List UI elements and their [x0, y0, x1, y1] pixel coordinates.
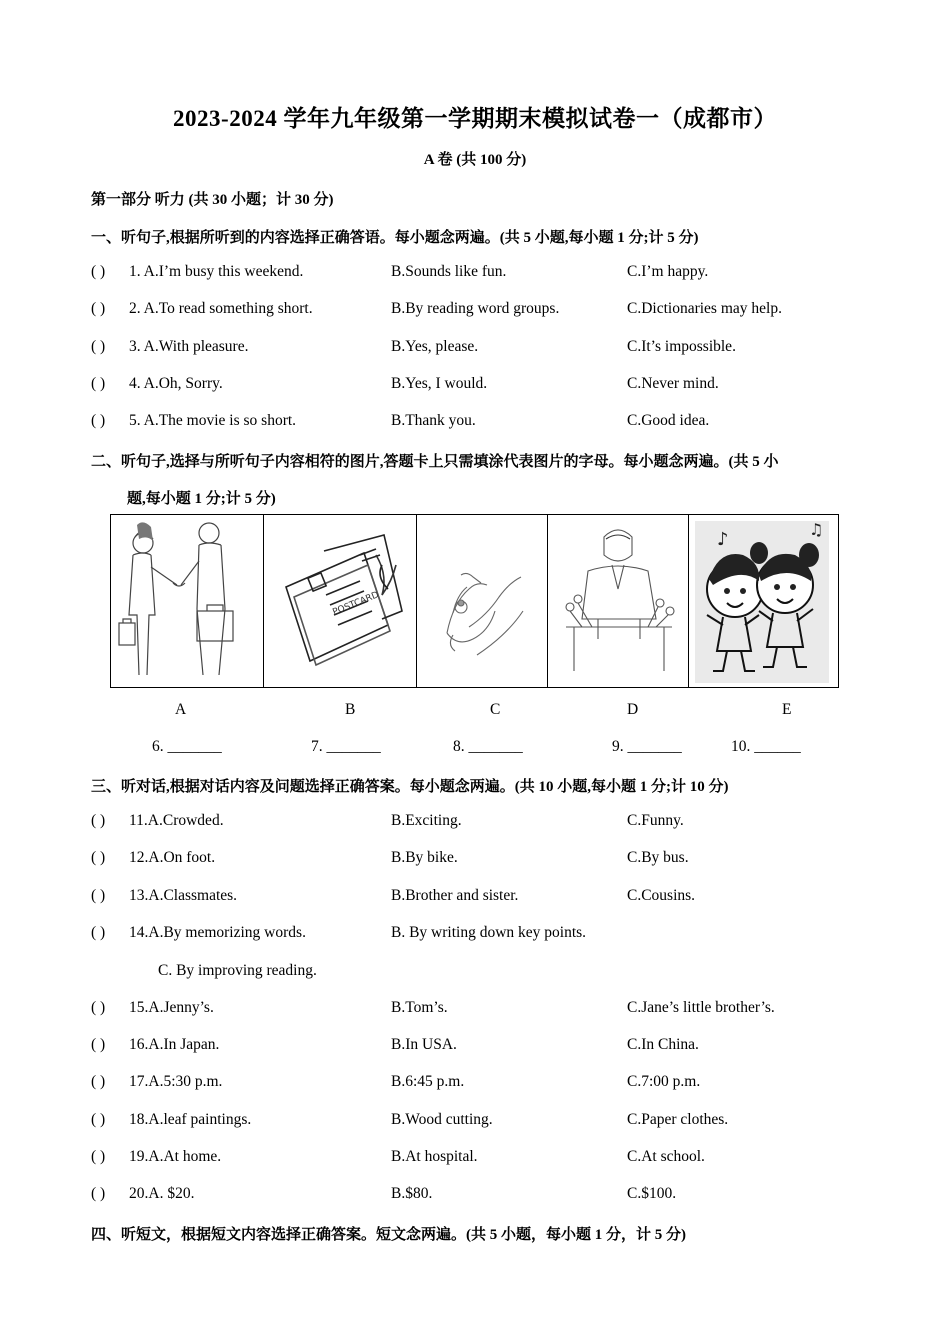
option-b: B.Wood cutting.: [391, 1111, 493, 1128]
option-b: B.Sounds like fun.: [391, 263, 507, 280]
handshake-icon: [111, 515, 263, 687]
picture-label: C: [490, 701, 501, 718]
question-stem: 11.A.Crowded.: [129, 812, 224, 829]
picture-label: D: [627, 701, 639, 718]
option-c: C.In China.: [627, 1036, 699, 1053]
option-c: C.Paper clothes.: [627, 1111, 729, 1128]
question-stem: 13.A.Classmates.: [129, 887, 238, 904]
question-stem: 2. A.To read something short.: [129, 300, 313, 317]
section2-heading: 二、听句子,选择与所听句子内容相符的图片,答题卡上只需填涂代表图片的字母。每小题念两遍。(共 5 小: [91, 454, 779, 470]
question-stem: 15.A.Jenny’s.: [129, 999, 214, 1016]
picture-cell-b: [264, 515, 418, 687]
answer-paren: ( ): [91, 375, 106, 392]
option-c: C.Good idea.: [627, 412, 710, 429]
question-stem: 1. A.I’m busy this weekend.: [129, 263, 304, 280]
option-b: B.Tom’s.: [391, 999, 448, 1016]
option-b: B.Exciting.: [391, 812, 462, 829]
postcards-icon: [264, 515, 417, 687]
answer-paren: ( ): [91, 999, 106, 1016]
answer-paren: ( ): [91, 338, 106, 355]
option-c: C.Jane’s little brother’s.: [627, 999, 775, 1016]
question-stem: 18.A.leaf paintings.: [129, 1111, 252, 1128]
svg-text:♪: ♪: [717, 529, 729, 550]
section4-heading: 四、听短文，根据短文内容选择正确答案。短文念两遍。(共 5 小题，每小题 1 分，计 5 分): [91, 1227, 686, 1243]
option-c: C. By improving reading.: [158, 962, 317, 979]
picture-cell-e: [689, 515, 838, 687]
option-c: C.7:00 p.m.: [627, 1073, 701, 1090]
option-c: C.Dictionaries may help.: [627, 300, 782, 317]
option-b: B.By bike.: [391, 849, 458, 866]
option-c: C.$100.: [627, 1185, 677, 1202]
page-title: 2023-2024 学年九年级第一学期期末模拟试卷一（成都市）: [173, 106, 777, 131]
option-c: C.Funny.: [627, 812, 684, 829]
singing-children-icon: [689, 515, 837, 687]
question-stem: 12.A.On foot.: [129, 849, 216, 866]
answer-blank: 6. _______: [152, 738, 222, 755]
option-c: C.Cousins.: [627, 887, 696, 904]
answer-blank: 7. _______: [311, 738, 381, 755]
option-b: B.Yes, please.: [391, 338, 479, 355]
answer-paren: ( ): [91, 1036, 106, 1053]
answer-paren: ( ): [91, 1073, 106, 1090]
page-subtitle: A 卷 (共 100 分): [423, 152, 527, 168]
answer-paren: ( ): [91, 812, 106, 829]
svg-text:POSTCARD: POSTCARD: [330, 590, 380, 618]
question-stem: 3. A.With pleasure.: [129, 338, 249, 355]
picture-cell-a: [111, 515, 264, 687]
answer-paren: ( ): [91, 1148, 106, 1165]
option-c: C.By bus.: [627, 849, 689, 866]
answer-paren: ( ): [91, 924, 106, 941]
answer-paren: ( ): [91, 263, 106, 280]
picture-cell-c: [417, 515, 548, 687]
answer-paren: ( ): [91, 1111, 106, 1128]
question-stem: 20.A. $20.: [129, 1185, 195, 1202]
question-stem: 17.A.5:30 p.m.: [129, 1073, 223, 1090]
option-b: B.Thank you.: [391, 412, 476, 429]
option-b: B.By reading word groups.: [391, 300, 560, 317]
answer-blank: 8. _______: [453, 738, 523, 755]
section2-heading-cont: 题,每小题 1 分;计 5 分): [127, 491, 276, 507]
question-stem: 19.A.At home.: [129, 1148, 222, 1165]
question-stem: 16.A.In Japan.: [129, 1036, 220, 1053]
picture-label: B: [345, 701, 356, 718]
answer-paren: ( ): [91, 849, 106, 866]
part-heading: 第一部分 听力 (共 30 小题；计 30 分): [91, 192, 334, 208]
option-b: B.Brother and sister.: [391, 887, 519, 904]
question-stem: 5. A.The movie is so short.: [129, 412, 297, 429]
option-b: B.Yes, I would.: [391, 375, 488, 392]
option-b: B.6:45 p.m.: [391, 1073, 465, 1090]
option-b: B.In USA.: [391, 1036, 457, 1053]
picture-label: A: [175, 701, 187, 718]
option-c: C.It’s impossible.: [627, 338, 736, 355]
answer-blank: 10. ______: [731, 738, 801, 755]
svg-text:♪: ♪: [747, 562, 756, 576]
option-b: B. By writing down key points.: [391, 924, 587, 941]
option-c: C.Never mind.: [627, 375, 719, 392]
option-c: C.I’m happy.: [627, 263, 709, 280]
svg-text:♫: ♫: [809, 520, 824, 539]
option-c: C.At school.: [627, 1148, 705, 1165]
option-b: B.$80.: [391, 1185, 433, 1202]
picture-label: E: [782, 701, 792, 718]
section3-heading: 三、听对话,根据对话内容及问题选择正确答案。每小题念两遍。(共 10 小题,每小题 1 分;计 10 分): [91, 779, 729, 795]
answer-paren: ( ): [91, 887, 106, 904]
answer-paren: ( ): [91, 412, 106, 429]
picture-cell-d: [548, 515, 690, 687]
speaker-podium-icon: [548, 515, 689, 687]
answer-blank: 9. _______: [612, 738, 682, 755]
answer-paren: ( ): [91, 1185, 106, 1202]
section1-heading: 一、听句子,根据所听到的内容选择正确答语。每小题念两遍。(共 5 小题,每小题 1 分;计 5 分): [91, 230, 699, 246]
picture-table: [110, 514, 839, 688]
question-stem: 14.A.By memorizing words.: [129, 924, 306, 941]
option-b: B.At hospital.: [391, 1148, 478, 1165]
answer-paren: ( ): [91, 300, 106, 317]
ring-hand-icon: [417, 515, 547, 687]
question-stem: 4. A.Oh, Sorry.: [129, 375, 223, 392]
